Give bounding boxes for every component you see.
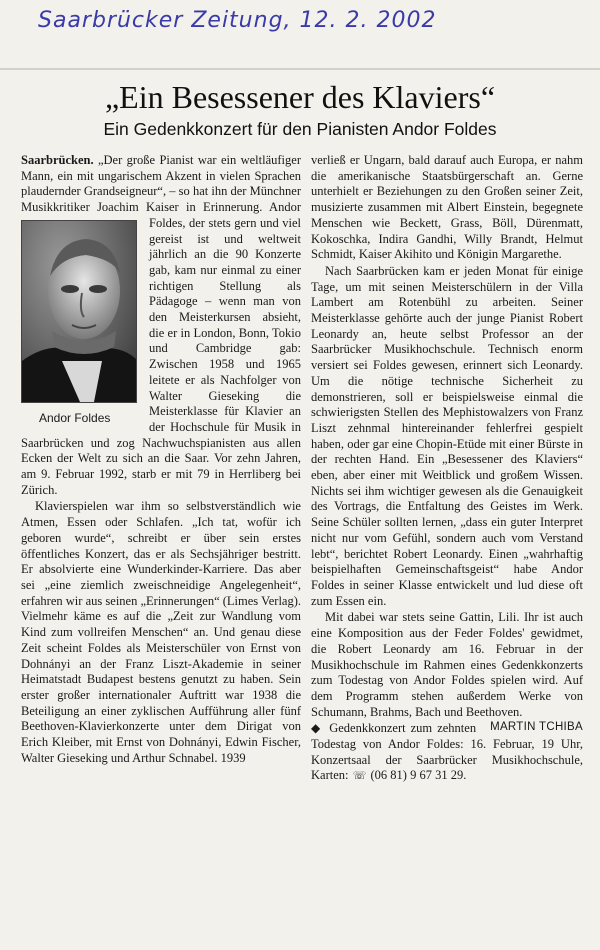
article-headline: „Ein Besessener des Klaviers“ <box>104 79 496 115</box>
dateline: Saarbrücken. <box>21 153 94 167</box>
article-paragraph-4: Nach Saarbrücken kam er jeden Monat für einige Tage, um mit seinen Meisterschülern in der Villa Lambert am Rotenbühl zu arbeiten. Seiner Meisterklasse gehörte auch der junge Pianist Robert Leonardy an, heute selbst Professor an der Saarbrücker Musikhochschule. Technisch enorm versiert sei Foldes gewesen, erinnert sich Leonardy. Um die nötige technische Sicherheit zu demonstrieren, soll er beispielsweise einmal die schwierigsten Stellen des Mephistowalzers von Franz Liszt zehnmal hintereinander fehlerfrei gespielt haben, oder gar eine Chopin-Etüde mit einer Bürste in der rechten Hand. Ein „Besessener des Klaviers“ eben, aber einer mit Weitblick und großem Wissen. Nichts sei ihm wichtiger gewesen als die Genauigkeit des Vortrags, die Entfaltung des Geistes im Werk. Seine Schüler sollten lernen, „dass ein guter Interpret nicht nur vom Gefühl, sondern auch vom Verstand lebt“, berichtet Robert Leonardy. Einen „wahrhaftig beispielhaften Gemeinschaftsgeist“ habe Andor Foldes in seiner Klasse entwickelt und lud diese oft zum Essen ein. <box>311 263 583 608</box>
portrait-figure <box>21 220 139 430</box>
article-subheadline: Ein Gedenkkonzert für den Pianisten Andor Foldes <box>103 119 497 139</box>
phone-number: (06 81) 9 67 31 29. <box>370 768 467 783</box>
paragraph-1-text <box>21 153 301 497</box>
article-column-right <box>311 153 583 785</box>
p1-lead: „Der große Pianist war ein weltläufiger Mann, ein mit ungarischem Akzent in vielen Sprachen plaudernder Grandseigneur“, – so hat ihn der Münchner Musikkritiker Joachim Kaiser in Er <box>21 153 301 215</box>
clipping-edge <box>0 68 600 70</box>
phone-icon: ☏ <box>352 770 367 783</box>
article-paragraph-2: Klavierspielen war ihm so selbstverständlich wie Atmen, Essen oder Schlafen. „Ich tat, wofür ich geboren wurde“, schreibt er über sein erstes öffentliches Konzert, das er als Sechsjähriger bestritt. Er absolvierte eine Wunderkinder-Karriere. Das aber sei „eine ziemlich zweischneidige Angelegenheit“, erfahren wir aus seinen „Erinnerungen“ (Limes Verlag). Vielmehr käme es auf die „Zeit zur Wandlung vom Kind zum vollreifen Menschen“ an. Und genau diese Zeit scheint Foldes als Meisterschüler von Ernst von Dohnányi an der Franz Liszt-Akademie in seiner Heimatstadt Budapest bestens genutzt zu haben. Sein erster großer internationaler Auftritt war 1938 die Beteiligung an einer zyklischen Aufführung aller fünf Beethoven-Klavierkonzerte unter dem Dirigat von Erich Kleiber, mit Ernst von Dohnányi, Edwin Fischer, Walter Gieseking und Arthur Schnabel. 1939 <box>21 499 301 765</box>
paragraph-5-text: Mit dabei war stets seine Gattin, Lili. Ihr ist auch eine Komposition aus der Feder Foldes' gewidmet, die Robert Leonardy am 16. Februar in der Musikhochschule im Rahmen eines Gedenkkonzerts zum Todestag von Andor Foldes spielen wird. Auf dem Programm stehen außerdem Werke von Schumann, Brahms, Bach und Beethoven. <box>311 610 583 719</box>
article-paragraph-5 <box>311 610 583 734</box>
portrait-caption: Andor Foldes <box>39 410 111 425</box>
portrait-photo <box>21 220 137 403</box>
p1-body: innerung. Andor Foldes, der stets gern und viel gereist ist und weltweit jährlich an die 90 Konzerte gab, kam nur einmal zu einer richtigen Stellung als Pädagoge – wenn man von den Meisterkursen absieht, die er in London, Bonn, Tokio und Cambridge gab: Zwischen 1958 und 1965 leitete er als Nachfolger von Walter Gieseking die Meisterklasse für Klavier an der Hochschule für Musik in Saarbrücken und zog Nachwuchspianisten aus allen Ecken der Welt zu sich an die Saar. Vor zehn Jahren, am 9. Februar 1992, starb er mit 79 in Herrliberg bei Zürich. <box>21 200 301 497</box>
article-paragraph-1 <box>21 153 301 498</box>
event-info-text: Gedenkkonzert zum zehnten Todestag von Andor Foldes: 16. Februar, 19 Uhr, Konzertsaal der Saarbrücker Musikhochschule, Karten: <box>311 721 583 783</box>
diamond-bullet-icon: ◆ <box>311 721 323 736</box>
handwritten-source-note: Saarbrücker Zeitung, 12. 2. 2002 <box>38 8 437 33</box>
portrait-image <box>22 221 136 402</box>
article-column-left <box>21 153 301 766</box>
article-paragraph-3: verließ er Ungarn, bald darauf auch Europa, er nahm die amerikanische Staatsbürgerschaft an. Gerne unterhielt er Beziehungen zu den Großen seiner Zeit, musizierte zusammen mit Albert Einstein, begegnete Menschen wie Beckett, Grass, Böll, Dürenmatt, Kokoschka, Indira Gandhi, Willy Brandt, Helmut Schmidt, Kaiser Akihito und Königin Margarethe. <box>311 153 583 262</box>
author-byline: MARTIN TCHIBA <box>490 721 583 734</box>
